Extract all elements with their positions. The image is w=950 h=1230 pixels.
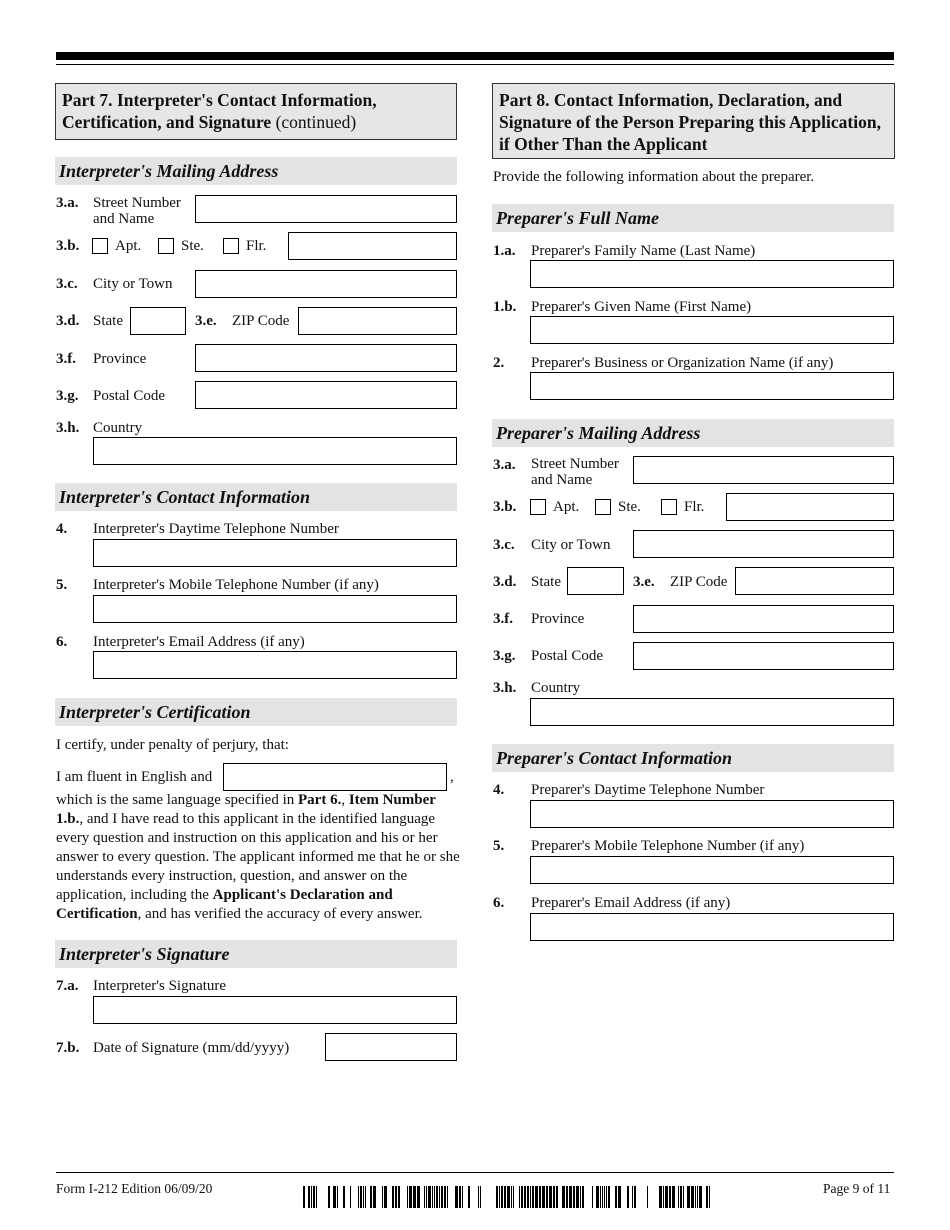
part8-title: Part 8. Contact Information, Declaration, and Signature of the Person Preparing this Application, if Other Than the Applicant: [492, 83, 895, 159]
item-number: 4.: [56, 521, 68, 537]
interpreter-unit-input[interactable]: [288, 232, 457, 260]
interpreter-daytime-phone-input[interactable]: [93, 539, 457, 567]
part7-title: Part 7. Interpreter's Contact Information, Certification, and Signature (continued): [55, 83, 457, 140]
province-label: Province: [93, 351, 147, 367]
item-number: 6.: [56, 634, 68, 650]
item-number: 7.a.: [56, 978, 79, 994]
preparer-business-name-input[interactable]: [530, 372, 894, 400]
section-preparer-mailing-address: Preparer's Mailing Address: [492, 419, 894, 447]
item-number: 2.: [493, 355, 505, 371]
top-rule-thin: [56, 64, 894, 65]
item-number: 3.b.: [56, 238, 80, 254]
preparer-country-input[interactable]: [530, 698, 894, 726]
province-label: Province: [531, 611, 585, 627]
item-number: 3.e.: [633, 574, 655, 590]
item-number: 7.b.: [56, 1040, 80, 1056]
mobile-phone-label: Preparer's Mobile Telephone Number (if any): [531, 838, 805, 854]
form-edition: Form I-212 Edition 06/09/20: [56, 1181, 213, 1196]
date-label: Date of Signature (mm/dd/yyyy): [93, 1040, 290, 1056]
state-label: State: [531, 574, 561, 590]
ste-label: Ste.: [181, 238, 204, 254]
item-number: 3.e.: [195, 313, 217, 329]
preparer-street-input[interactable]: [633, 456, 894, 484]
zip-label: ZIP Code: [232, 313, 290, 329]
zip-label: ZIP Code: [670, 574, 728, 590]
preparer-state-input[interactable]: [567, 567, 624, 595]
apt-checkbox[interactable]: [530, 499, 546, 515]
apt-checkbox[interactable]: [92, 238, 108, 254]
city-label: City or Town: [93, 276, 173, 292]
preparer-zip-input[interactable]: [735, 567, 894, 595]
preparer-mobile-phone-input[interactable]: [530, 856, 894, 884]
street-label: Street Number and Name: [93, 195, 181, 227]
preparer-given-name-input[interactable]: [530, 316, 894, 344]
interpreter-email-input[interactable]: [93, 651, 457, 679]
preparer-city-input[interactable]: [633, 530, 894, 558]
comma: ,: [450, 769, 454, 785]
item-number: 3.f.: [56, 351, 76, 367]
fluent-label: I am fluent in English and: [56, 769, 213, 785]
country-label: Country: [531, 680, 581, 696]
ste-checkbox[interactable]: [158, 238, 174, 254]
item-number: 4.: [493, 782, 505, 798]
street-label: Street Number and Name: [531, 456, 619, 488]
given-name-label: Preparer's Given Name (First Name): [531, 299, 752, 315]
item-number: 1.a.: [493, 243, 516, 259]
country-label: Country: [93, 420, 143, 436]
interpreter-street-input[interactable]: [195, 195, 457, 223]
flr-label: Flr.: [684, 499, 705, 515]
business-name-label: Preparer's Business or Organization Name (if any): [531, 355, 834, 371]
item-number: 1.b.: [493, 299, 517, 315]
item-number: 3.d.: [56, 313, 80, 329]
signature-date-input[interactable]: [325, 1033, 457, 1061]
item-number: 6.: [493, 895, 505, 911]
mobile-phone-label: Interpreter's Mobile Telephone Number (if any): [93, 577, 379, 593]
section-preparer-full-name: Preparer's Full Name: [492, 204, 894, 232]
ste-checkbox[interactable]: [595, 499, 611, 515]
section-interpreter-mailing-address: Interpreter's Mailing Address: [55, 157, 457, 185]
item-number: 5.: [493, 838, 505, 854]
section-interpreter-certification: Interpreter's Certification: [55, 698, 457, 726]
flr-checkbox[interactable]: [661, 499, 677, 515]
preparer-daytime-phone-input[interactable]: [530, 800, 894, 828]
barcode: [303, 1186, 711, 1208]
certification-intro: I certify, under penalty of perjury, that:: [56, 737, 289, 753]
flr-label: Flr.: [246, 238, 267, 254]
interpreter-postal-input[interactable]: [195, 381, 457, 409]
preparer-province-input[interactable]: [633, 605, 894, 633]
daytime-phone-label: Interpreter's Daytime Telephone Number: [93, 521, 339, 537]
certification-text: which is the same language specified in Part 6., Item Number 1.b., and I have read to this applicant in the identified language every question and instruction on this application and his or her answer to every question. The applicant informed me that he or she understands every instruction, question, and answer on the application, including the Applicant's Declaration and Certification, and has verified the accuracy of every answer.: [56, 792, 460, 922]
email-label: Interpreter's Email Address (if any): [93, 634, 305, 650]
section-interpreter-signature: Interpreter's Signature: [55, 940, 457, 968]
interpreter-province-input[interactable]: [195, 344, 457, 372]
daytime-phone-label: Preparer's Daytime Telephone Number: [531, 782, 765, 798]
state-label: State: [93, 313, 123, 329]
footer-rule: [56, 1172, 894, 1173]
section-preparer-contact: Preparer's Contact Information: [492, 744, 894, 772]
interpreter-state-input[interactable]: [130, 307, 186, 335]
item-number: 3.b.: [493, 499, 517, 515]
preparer-intro: Provide the following information about the preparer.: [493, 169, 815, 185]
item-number: 3.a.: [56, 195, 79, 211]
item-number: 3.f.: [493, 611, 513, 627]
interpreter-city-input[interactable]: [195, 270, 457, 298]
postal-label: Postal Code: [93, 388, 166, 404]
top-rule-thick: [56, 52, 894, 60]
interpreter-country-input[interactable]: [93, 437, 457, 465]
family-name-label: Preparer's Family Name (Last Name): [531, 243, 756, 259]
item-number: 3.a.: [493, 457, 516, 473]
interpreter-signature-input[interactable]: [93, 996, 457, 1024]
preparer-email-input[interactable]: [530, 913, 894, 941]
ste-label: Ste.: [618, 499, 641, 515]
apt-label: Apt.: [553, 499, 580, 515]
item-number: 3.g.: [56, 388, 79, 404]
apt-label: Apt.: [115, 238, 142, 254]
item-number: 3.h.: [493, 680, 517, 696]
interpreter-mobile-phone-input[interactable]: [93, 595, 457, 623]
preparer-family-name-input[interactable]: [530, 260, 894, 288]
email-label: Preparer's Email Address (if any): [531, 895, 731, 911]
language-input[interactable]: [223, 763, 447, 791]
item-number: 5.: [56, 577, 68, 593]
signature-label: Interpreter's Signature: [93, 978, 227, 994]
item-number: 3.c.: [56, 276, 78, 292]
postal-label: Postal Code: [531, 648, 604, 664]
interpreter-zip-input[interactable]: [298, 307, 457, 335]
section-interpreter-contact: Interpreter's Contact Information: [55, 483, 457, 511]
item-number: 3.h.: [56, 420, 80, 436]
preparer-postal-input[interactable]: [633, 642, 894, 670]
item-number: 3.c.: [493, 537, 515, 553]
preparer-unit-input[interactable]: [726, 493, 894, 521]
city-label: City or Town: [531, 537, 611, 553]
item-number: 3.g.: [493, 648, 516, 664]
flr-checkbox[interactable]: [223, 238, 239, 254]
item-number: 3.d.: [493, 574, 517, 590]
page-number: Page 9 of 11: [823, 1181, 891, 1196]
